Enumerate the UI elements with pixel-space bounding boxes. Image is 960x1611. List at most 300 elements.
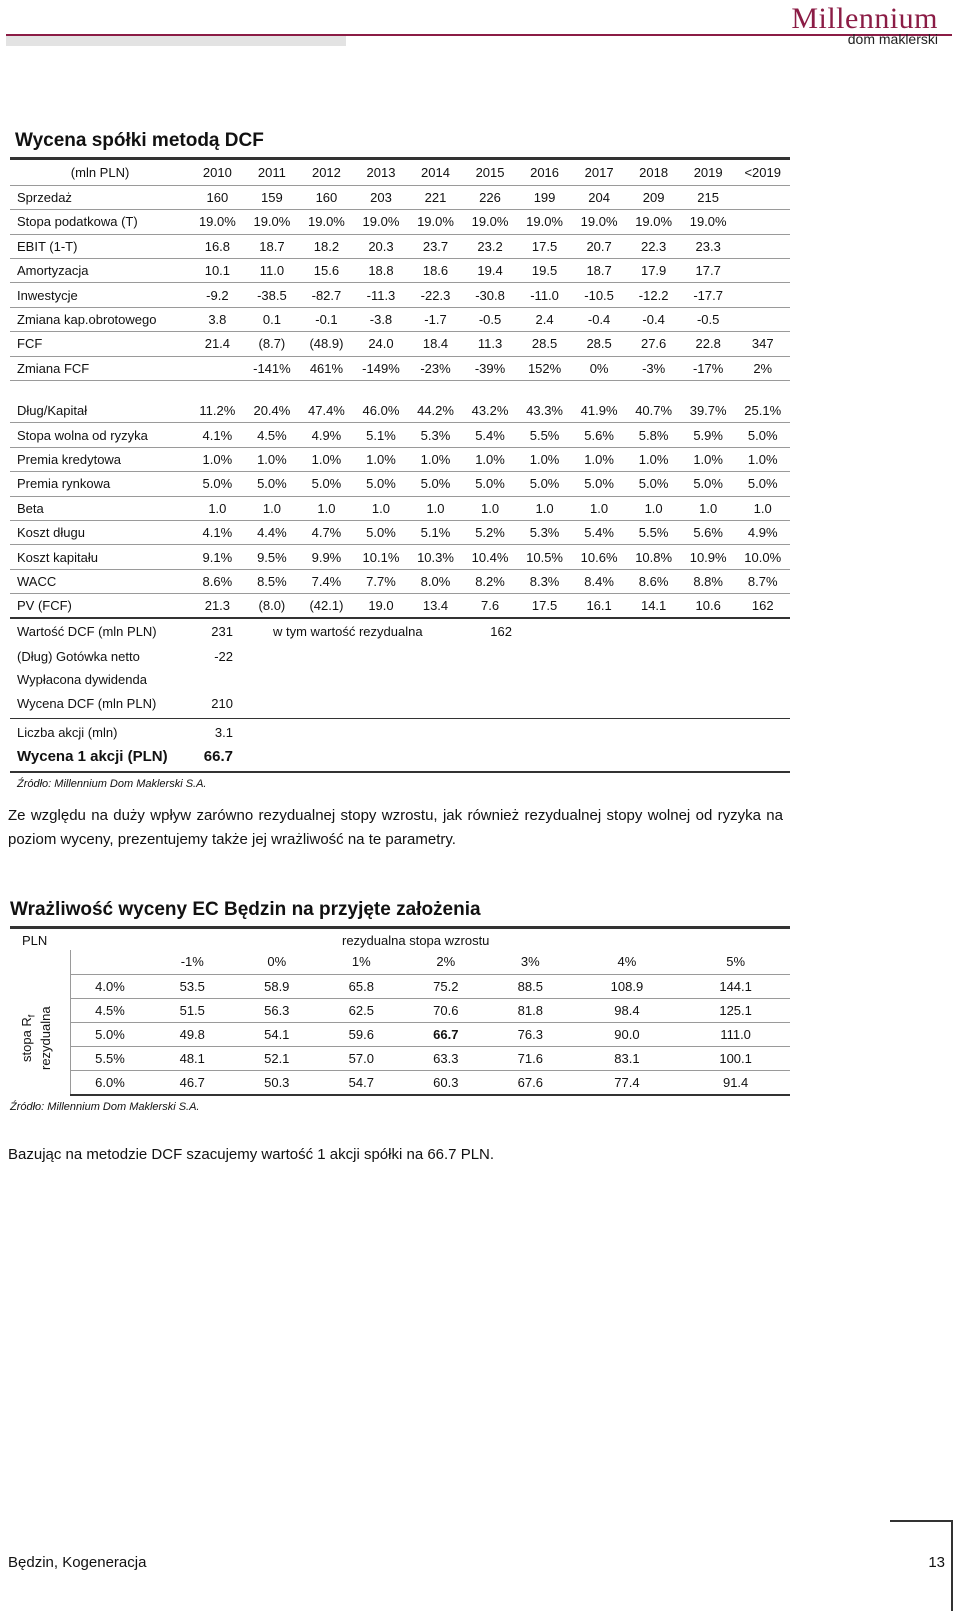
sensitivity-cell: 53.5 xyxy=(150,974,235,998)
table-cell: 3.8 xyxy=(190,307,245,331)
table-row xyxy=(10,332,790,356)
sensitivity-cell: 67.6 xyxy=(488,1071,573,1095)
table-cell: 461% xyxy=(299,356,354,380)
table-cell: 10.3% xyxy=(408,545,463,569)
sensitivity-cell: 62.5 xyxy=(319,998,404,1022)
per-share-label: Wycena 1 akcji (PLN) xyxy=(17,748,168,765)
table-cell: 8.7% xyxy=(735,569,790,593)
table-cell: 44.2% xyxy=(408,399,463,423)
table-cell xyxy=(190,356,245,380)
table-cell: 5.5% xyxy=(517,423,572,447)
dividend-label: Wypłacona dywidenda xyxy=(17,672,147,687)
row-label: Sprzedaż xyxy=(10,185,190,209)
sensitivity-row-caption-1: stopa $R_f$ xyxy=(19,1014,37,1062)
table-row xyxy=(10,520,790,544)
table-cell: 203 xyxy=(354,185,409,209)
table-row xyxy=(10,234,790,258)
table-cell: 10.8% xyxy=(626,545,681,569)
table-cell: 19.0% xyxy=(245,210,300,234)
header-year: 2019 xyxy=(681,161,736,185)
table-cell: 16.1 xyxy=(572,594,627,618)
table-cell: 19.0% xyxy=(354,210,409,234)
growth-rate-header: 3% xyxy=(488,950,573,974)
table-cell: 2.4 xyxy=(517,307,572,331)
table-cell: 18.6 xyxy=(408,259,463,283)
table-row xyxy=(10,307,790,331)
table-cell: 18.8 xyxy=(354,259,409,283)
growth-rate-header: -1% xyxy=(150,950,235,974)
table-cell: 16.8 xyxy=(190,234,245,258)
table-cell: (8.7) xyxy=(245,332,300,356)
table-cell: 5.0% xyxy=(190,472,245,496)
table-cell: 10.0% xyxy=(735,545,790,569)
header-year: 2018 xyxy=(626,161,681,185)
table-cell: 347 xyxy=(735,332,790,356)
table-cell: 5.2% xyxy=(463,520,518,544)
row-label: Premia kredytowa xyxy=(10,447,190,471)
table-cell: 152% xyxy=(517,356,572,380)
sensitivity-source: Źródło: Millennium Dom Maklerski S.A. xyxy=(10,1101,200,1113)
sensitivity-cell: 77.4 xyxy=(573,1071,682,1095)
table-cell: 8.2% xyxy=(463,569,518,593)
row-label: FCF xyxy=(10,332,190,356)
table-cell: 19.0% xyxy=(408,210,463,234)
table-cell: 20.3 xyxy=(354,234,409,258)
sensitivity-row xyxy=(70,1047,790,1071)
table-cell: 1.0 xyxy=(572,496,627,520)
table-cell: 11.2% xyxy=(190,399,245,423)
table-cell: -82.7 xyxy=(299,283,354,307)
table-cell: 221 xyxy=(408,185,463,209)
sensitivity-cell: 90.0 xyxy=(573,1023,682,1047)
sensitivity-unit: PLN xyxy=(22,933,48,948)
sensitivity-row xyxy=(70,998,790,1022)
table-cell: 19.0 xyxy=(354,594,409,618)
table-cell: 2% xyxy=(735,356,790,380)
table-cell: 1.0% xyxy=(245,447,300,471)
table-cell: 1.0 xyxy=(245,496,300,520)
table-row xyxy=(10,594,790,618)
table-cell: 19.0% xyxy=(190,210,245,234)
table-cell: -0.5 xyxy=(681,307,736,331)
table-cell: -11.3 xyxy=(354,283,409,307)
sensitivity-cell: 63.3 xyxy=(404,1047,489,1071)
table-cell: 5.0% xyxy=(735,423,790,447)
table-cell: 43.3% xyxy=(517,399,572,423)
table-cell: 8.3% xyxy=(517,569,572,593)
header-grey-band xyxy=(6,36,346,46)
sensitivity-cell: 91.4 xyxy=(681,1071,790,1095)
table-cell: 8.0% xyxy=(408,569,463,593)
table-cell: 47.4% xyxy=(299,399,354,423)
table-cell: 4.9% xyxy=(735,520,790,544)
table-cell: 5.3% xyxy=(517,520,572,544)
table-cell: 5.0% xyxy=(681,472,736,496)
table-row xyxy=(10,356,790,380)
table-cell: (48.9) xyxy=(299,332,354,356)
table-cell: 8.8% xyxy=(681,569,736,593)
row-label: Koszt kapitału xyxy=(10,545,190,569)
table-cell: 1.0% xyxy=(517,447,572,471)
dcf-value-label: Wartość DCF (mln PLN) xyxy=(17,624,157,639)
table-cell: 17.5 xyxy=(517,234,572,258)
sensitivity-cell: 76.3 xyxy=(488,1023,573,1047)
table-cell: 40.7% xyxy=(626,399,681,423)
table-cell: 17.7 xyxy=(681,259,736,283)
table-cell: 5.1% xyxy=(354,423,409,447)
table-cell: 28.5 xyxy=(572,332,627,356)
growth-rate-header: 4% xyxy=(573,950,682,974)
sensitivity-table xyxy=(70,950,790,1096)
table-cell: 19.0% xyxy=(299,210,354,234)
table-cell: 20.7 xyxy=(572,234,627,258)
paragraph-conclusion: Bazując na metodzie DCF szacujemy wartość 1 akcji spółki na 66.7 PLN. xyxy=(8,1146,495,1163)
footer-rule-horizontal xyxy=(890,1520,952,1522)
risk-free-rate: 5.0% xyxy=(70,1023,150,1047)
sensitivity-cell: 59.6 xyxy=(319,1023,404,1047)
table-row xyxy=(10,496,790,520)
table-cell: 4.1% xyxy=(190,520,245,544)
sensitivity-cell: 83.1 xyxy=(573,1047,682,1071)
table-cell: -10.5 xyxy=(572,283,627,307)
growth-rate-header: 5% xyxy=(681,950,790,974)
sensitivity-col-caption: rezydualna stopa wzrostu xyxy=(342,933,490,948)
table-cell: 4.1% xyxy=(190,423,245,447)
table-cell: -23% xyxy=(408,356,463,380)
table-cell: 5.0% xyxy=(245,472,300,496)
table-cell: 18.4 xyxy=(408,332,463,356)
valuation-value: 210 xyxy=(211,696,233,711)
table-cell: 5.0% xyxy=(572,472,627,496)
sensitivity-cell: 57.0 xyxy=(319,1047,404,1071)
brand-logo xyxy=(791,4,938,46)
sensitivity-cell: 100.1 xyxy=(681,1047,790,1071)
table-cell: 23.3 xyxy=(681,234,736,258)
table-cell: 10.1% xyxy=(354,545,409,569)
table-row xyxy=(10,185,790,209)
table-cell: 46.0% xyxy=(354,399,409,423)
table-cell: (42.1) xyxy=(299,594,354,618)
table-cell: 11.0 xyxy=(245,259,300,283)
table-cell: -22.3 xyxy=(408,283,463,307)
table-cell: 1.0% xyxy=(681,447,736,471)
table-cell: 23.2 xyxy=(463,234,518,258)
sensitivity-cell: 49.8 xyxy=(150,1023,235,1047)
table-cell: 8.6% xyxy=(190,569,245,593)
row-label: Stopa podatkowa (T) xyxy=(10,210,190,234)
table-cell xyxy=(735,185,790,209)
dcf-table xyxy=(10,161,790,619)
growth-rate-header: 0% xyxy=(235,950,320,974)
risk-free-rate: 4.5% xyxy=(70,998,150,1022)
table-cell: 1.0% xyxy=(735,447,790,471)
growth-rate-header: 2% xyxy=(404,950,489,974)
table-cell: 39.7% xyxy=(681,399,736,423)
table-cell: 1.0% xyxy=(190,447,245,471)
table-cell: 5.1% xyxy=(408,520,463,544)
summary-bottom-rule xyxy=(10,771,790,773)
table-row xyxy=(10,423,790,447)
header-year: 2014 xyxy=(408,161,463,185)
dcf-title: Wycena spółki metodą DCF xyxy=(15,130,264,151)
sensitivity-cell: 54.1 xyxy=(235,1023,320,1047)
table-cell: 28.5 xyxy=(517,332,572,356)
table-cell: 5.3% xyxy=(408,423,463,447)
dcf-top-rule xyxy=(10,157,790,160)
sensitivity-cell: 52.1 xyxy=(235,1047,320,1071)
table-cell: -38.5 xyxy=(245,283,300,307)
spacer xyxy=(10,381,190,399)
table-cell: 5.0% xyxy=(354,472,409,496)
table-cell: 22.8 xyxy=(681,332,736,356)
table-row xyxy=(10,259,790,283)
table-cell: 20.4% xyxy=(245,399,300,423)
table-cell: -30.8 xyxy=(463,283,518,307)
row-label: Amortyzacja xyxy=(10,259,190,283)
sensitivity-cell: 111.0 xyxy=(681,1023,790,1047)
table-cell: 27.6 xyxy=(626,332,681,356)
table-cell: 5.4% xyxy=(463,423,518,447)
table-cell: 5.4% xyxy=(572,520,627,544)
growth-rate-header: 1% xyxy=(319,950,404,974)
table-cell: 25.1% xyxy=(735,399,790,423)
row-label: EBIT (1-T) xyxy=(10,234,190,258)
table-cell: -39% xyxy=(463,356,518,380)
table-cell: 1.0% xyxy=(572,447,627,471)
header-year: 2011 xyxy=(245,161,300,185)
table-cell: 10.9% xyxy=(681,545,736,569)
table-cell: 15.6 xyxy=(299,259,354,283)
table-cell: -12.2 xyxy=(626,283,681,307)
table-cell: 0.1 xyxy=(245,307,300,331)
table-cell: 1.0 xyxy=(408,496,463,520)
table-cell: 19.5 xyxy=(517,259,572,283)
table-cell: 8.5% xyxy=(245,569,300,593)
table-cell: 5.0% xyxy=(463,472,518,496)
sensitivity-cell: 144.1 xyxy=(681,974,790,998)
row-label: Dług/Kapitał xyxy=(10,399,190,423)
row-label: Inwestycje xyxy=(10,283,190,307)
table-row xyxy=(10,545,790,569)
table-cell: 19.0% xyxy=(463,210,518,234)
sensitivity-cell: 54.7 xyxy=(319,1071,404,1095)
table-cell: 13.4 xyxy=(408,594,463,618)
sensitivity-cell: 60.3 xyxy=(404,1071,489,1095)
sensitivity-cell: 46.7 xyxy=(150,1071,235,1095)
table-cell: 10.1 xyxy=(190,259,245,283)
sensitivity-cell: 66.7 xyxy=(404,1023,489,1047)
header-year: 2013 xyxy=(354,161,409,185)
sensitivity-cell: 108.9 xyxy=(573,974,682,998)
header-unit: (mln PLN) xyxy=(10,161,190,185)
dcf-value: 231 xyxy=(211,624,233,639)
footer-page-number: 13 xyxy=(928,1554,945,1571)
table-cell: -3% xyxy=(626,356,681,380)
table-cell: 4.5% xyxy=(245,423,300,447)
net-debt-value: -22 xyxy=(214,649,233,664)
brand-name: Millennium xyxy=(791,2,938,35)
table-cell: 8.6% xyxy=(626,569,681,593)
sensitivity-cell: 98.4 xyxy=(573,998,682,1022)
per-share-value: 66.7 xyxy=(203,748,233,765)
table-cell: 19.4 xyxy=(463,259,518,283)
table-cell: 1.0 xyxy=(354,496,409,520)
sensitivity-cell: 125.1 xyxy=(681,998,790,1022)
sensitivity-row xyxy=(70,1023,790,1047)
table-cell: (8.0) xyxy=(245,594,300,618)
table-cell: 5.6% xyxy=(572,423,627,447)
table-cell: 1.0 xyxy=(626,496,681,520)
table-cell: 9.5% xyxy=(245,545,300,569)
sensitivity-cell: 70.6 xyxy=(404,998,489,1022)
table-cell: 10.5% xyxy=(517,545,572,569)
table-cell: 5.0% xyxy=(626,472,681,496)
net-debt-label: (Dług) Gotówka netto xyxy=(17,649,140,664)
table-cell: 5.0% xyxy=(408,472,463,496)
brand-sub: dom maklerski xyxy=(847,31,938,47)
sensitivity-cell: 56.3 xyxy=(235,998,320,1022)
table-cell: 17.9 xyxy=(626,259,681,283)
row-label: WACC xyxy=(10,569,190,593)
table-cell xyxy=(735,234,790,258)
table-cell: 7.4% xyxy=(299,569,354,593)
row-label: Zmiana kap.obrotowego xyxy=(10,307,190,331)
table-cell: 199 xyxy=(517,185,572,209)
header-year: 2016 xyxy=(517,161,572,185)
table-cell: 1.0% xyxy=(354,447,409,471)
table-cell: 8.4% xyxy=(572,569,627,593)
sensitivity-row-caption-2: rezydualna xyxy=(38,1006,53,1070)
sensitivity-row xyxy=(70,974,790,998)
paragraph-sensitivity-intro: Ze względu na duży wpływ zarówno rezydualnej stopy wzrostu, jak również rezydualnej stopy wolnej od ryzyka na poziom wyceny, prezentujemy także jej wrażliwość na te parametry. xyxy=(8,807,783,848)
table-cell: 5.0% xyxy=(299,472,354,496)
dcf-source: Źródło: Millennium Dom Maklerski S.A. xyxy=(17,778,207,790)
table-cell: -0.4 xyxy=(572,307,627,331)
sensitivity-top-rule xyxy=(10,926,790,929)
table-cell: 1.0% xyxy=(408,447,463,471)
table-cell: 14.1 xyxy=(626,594,681,618)
table-cell: 1.0% xyxy=(626,447,681,471)
table-cell: 9.9% xyxy=(299,545,354,569)
table-cell: 19.0% xyxy=(517,210,572,234)
table-cell xyxy=(735,283,790,307)
table-cell: 10.4% xyxy=(463,545,518,569)
table-cell: 5.0% xyxy=(354,520,409,544)
table-cell xyxy=(735,307,790,331)
table-cell: -17% xyxy=(681,356,736,380)
residual-value: 162 xyxy=(490,624,512,639)
table-cell: 1.0 xyxy=(463,496,518,520)
sensitivity-cell: 71.6 xyxy=(488,1047,573,1071)
table-cell: 23.7 xyxy=(408,234,463,258)
table-cell: 19.0% xyxy=(572,210,627,234)
table-cell: 10.6 xyxy=(681,594,736,618)
table-cell: 1.0 xyxy=(190,496,245,520)
sensitivity-cell: 88.5 xyxy=(488,974,573,998)
table-cell: 18.7 xyxy=(245,234,300,258)
table-cell xyxy=(735,210,790,234)
table-cell: 21.4 xyxy=(190,332,245,356)
table-row xyxy=(10,210,790,234)
row-label: Beta xyxy=(10,496,190,520)
table-cell: 19.0% xyxy=(681,210,736,234)
table-cell: 7.6 xyxy=(463,594,518,618)
table-cell: 209 xyxy=(626,185,681,209)
footer-company: Będzin, Kogeneracja xyxy=(8,1554,147,1571)
risk-free-rate: 6.0% xyxy=(70,1071,150,1095)
table-cell: 22.3 xyxy=(626,234,681,258)
table-cell xyxy=(735,259,790,283)
row-label: Premia rynkowa xyxy=(10,472,190,496)
sensitivity-cell: 81.8 xyxy=(488,998,573,1022)
header-year: 2010 xyxy=(190,161,245,185)
table-cell: 1.0 xyxy=(517,496,572,520)
sensitivity-header-row xyxy=(70,950,790,974)
table-cell: 5.8% xyxy=(626,423,681,447)
residual-label: w tym wartość rezydualna xyxy=(273,624,423,639)
table-cell: 204 xyxy=(572,185,627,209)
table-cell: 162 xyxy=(735,594,790,618)
row-label: Zmiana FCF xyxy=(10,356,190,380)
footer-rule-vertical xyxy=(951,1520,953,1611)
table-cell: -3.8 xyxy=(354,307,409,331)
sensitivity-row xyxy=(70,1071,790,1095)
table-row xyxy=(10,447,790,471)
table-cell: 159 xyxy=(245,185,300,209)
table-cell: 1.0% xyxy=(463,447,518,471)
table-cell: -1.7 xyxy=(408,307,463,331)
table-cell: 7.7% xyxy=(354,569,409,593)
table-cell: 21.3 xyxy=(190,594,245,618)
table-cell: 5.0% xyxy=(735,472,790,496)
table-cell: 160 xyxy=(190,185,245,209)
shares-label: Liczba akcji (mln) xyxy=(17,725,118,740)
table-cell: -0.4 xyxy=(626,307,681,331)
table-cell: 43.2% xyxy=(463,399,518,423)
table-cell: 4.7% xyxy=(299,520,354,544)
sensitivity-cell: 58.9 xyxy=(235,974,320,998)
sensitivity-cell: 65.8 xyxy=(319,974,404,998)
table-cell: -0.1 xyxy=(299,307,354,331)
table-cell: 24.0 xyxy=(354,332,409,356)
row-label: Koszt długu xyxy=(10,520,190,544)
table-cell: -17.7 xyxy=(681,283,736,307)
sensitivity-cell: 75.2 xyxy=(404,974,489,998)
table-cell: 9.1% xyxy=(190,545,245,569)
header-year: 2017 xyxy=(572,161,627,185)
table-row xyxy=(10,399,790,423)
table-cell: 1.0% xyxy=(299,447,354,471)
table-cell: 226 xyxy=(463,185,518,209)
table-cell: 4.9% xyxy=(299,423,354,447)
table-cell: -141% xyxy=(245,356,300,380)
risk-free-rate: 5.5% xyxy=(70,1047,150,1071)
table-cell: 5.9% xyxy=(681,423,736,447)
table-cell: 18.2 xyxy=(299,234,354,258)
table-cell: 215 xyxy=(681,185,736,209)
shares-value: 3.1 xyxy=(214,725,233,740)
table-cell: 1.0 xyxy=(299,496,354,520)
sensitivity-title: Wrażliwość wyceny EC Będzin na przyjęte założenia xyxy=(10,899,481,920)
table-cell: -149% xyxy=(354,356,409,380)
table-cell: 10.6% xyxy=(572,545,627,569)
table-cell: 11.3 xyxy=(463,332,518,356)
table-cell: 160 xyxy=(299,185,354,209)
table-row xyxy=(10,161,790,185)
row-label: Stopa wolna od ryzyka xyxy=(10,423,190,447)
table-cell: 0% xyxy=(572,356,627,380)
table-cell: 19.0% xyxy=(626,210,681,234)
